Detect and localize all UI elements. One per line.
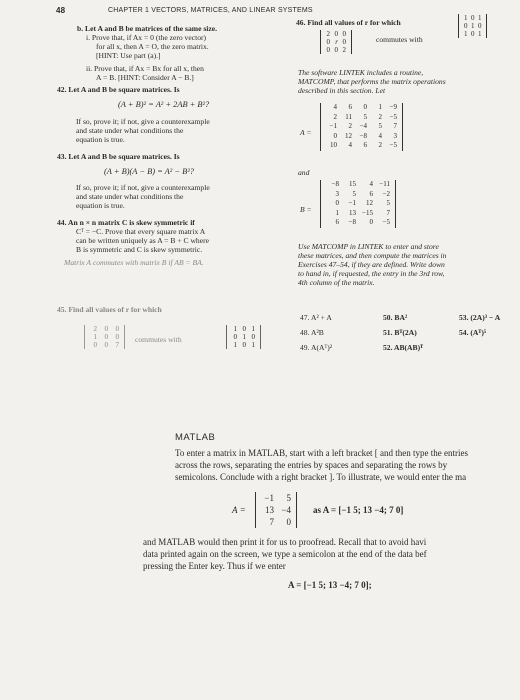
matrix-cell: 4	[369, 180, 373, 188]
matrix-cell: 2	[348, 122, 352, 131]
matrix-cell: −4	[281, 505, 291, 515]
matrix-cell: r	[335, 38, 338, 46]
matrix-cell: 13	[265, 505, 274, 515]
ex42-line1: 42. Let A and B be square matrices. Is	[57, 85, 180, 94]
matrix-cell: 0	[471, 14, 475, 22]
matlab-command: A = [−1 5; 13 −4; 7 0];	[288, 580, 372, 590]
matrix-cell: 1	[471, 22, 475, 30]
matrix-cell: −2	[382, 189, 390, 198]
matrix-cell: 1	[251, 341, 255, 349]
matrix-cell: 0	[342, 30, 346, 38]
ex41b-i3: [HINT: Use part (a).]	[96, 51, 161, 60]
matrix-cell: 4	[378, 131, 382, 140]
matrix-cell: 0	[334, 46, 338, 54]
matlab-p4: and MATLAB would then print it for us to proofread. Recall that to avoid havi	[143, 537, 427, 547]
commute-definition: Matrix A commutes with matrix B if AB = BA.	[64, 258, 204, 267]
exercise-49: 49. A(Aᵀ)²	[300, 343, 333, 352]
matrix-cell: 0	[335, 199, 339, 208]
ex42-equation: (A + B)² = A² + 2AB + B²?	[118, 100, 210, 109]
matrix-cell: 0	[93, 341, 97, 349]
ex43-equation: (A + B)(A − B) = A² − B²?	[104, 167, 194, 176]
linte-line2: MATCOMP, that performs the matrix operations	[298, 77, 446, 86]
matrix-cell: 0	[334, 30, 338, 38]
ex41b-line1: b. Let A and B be matrices of the same size.	[77, 24, 218, 33]
ex44-line2: Cᵀ = −C. Prove that every square matrix A	[76, 227, 206, 236]
matrix-cell: −1	[264, 493, 274, 503]
ex45-commutes: commutes with	[135, 335, 182, 344]
matrix-cell: 2	[326, 30, 330, 38]
ex41b-i2: for all x, then A = O, the zero matrix.	[96, 42, 209, 51]
matrix-cell: 1	[335, 208, 339, 217]
use-line5: 4th column of the matrix.	[298, 278, 375, 287]
and-text: and	[298, 168, 310, 177]
matrix-cell: −8	[359, 131, 367, 140]
matrix-cell: 7	[115, 341, 119, 349]
use-line4: to hand in, if requested, the entry in the 3rd row,	[298, 269, 445, 278]
matrix-cell: 1	[233, 341, 237, 349]
ex45-matrix-1	[84, 325, 125, 349]
ex41b-ii1: ii. Prove that, if Ax = Bx for all x, then	[86, 64, 204, 73]
linte-line3: described in this section. Let	[298, 86, 386, 95]
matrix-cell: −8	[348, 218, 356, 227]
matrix-cell: 0	[286, 517, 291, 527]
matrix-cell: 6	[335, 218, 339, 227]
matrix-cell: 1	[478, 30, 482, 38]
ex44-line4: B is symmetric and C is skew symmetric.	[76, 245, 203, 254]
matrix-cell: 7	[386, 208, 390, 217]
exercise-47: 47. A² + A	[300, 313, 332, 322]
matrix-cell: 0	[115, 333, 119, 341]
exercise-51: 51. Bᵀ(2A)	[383, 328, 417, 337]
matrix-cell: 1	[478, 14, 482, 22]
matrix-cell: 3	[393, 131, 397, 140]
matrix-cell: 0	[363, 103, 367, 111]
linte-line1: The software LINTEK includes a routine,	[298, 68, 424, 77]
matrix-cell: 5	[363, 112, 367, 121]
matrix-cell: −11	[379, 180, 390, 188]
ex43-line4: equation is true.	[76, 201, 125, 210]
matrix-cell: 0	[342, 38, 346, 46]
ex41b-ii2: A = B. [HINT: Consider A − B.]	[96, 73, 194, 82]
matrix-cell: 4	[348, 141, 352, 150]
matrix-cell: −5	[389, 112, 397, 121]
matrix-cell: −8	[331, 180, 339, 188]
matrix-cell: 5	[352, 189, 356, 198]
matrix-cell: 6	[369, 189, 373, 198]
matrix-cell: 0	[104, 333, 108, 341]
matrix-cell: 0	[104, 325, 108, 333]
matrix-cell: 2	[93, 325, 97, 333]
matrix-cell: −1	[348, 199, 356, 208]
matrix-cell: 0	[233, 333, 237, 341]
ex44-line1: 44. An n × n matrix C is skew symmetric if	[57, 218, 195, 227]
matlab-p1: To enter a matrix in MATLAB, start with a left bracket [ and then type the entries	[175, 448, 469, 458]
matrix-cell: 6	[348, 103, 352, 111]
matrix-cell: 0	[478, 22, 482, 30]
ex44-line3: can be written uniquely as A = B + C where	[76, 236, 209, 245]
ex43-line2: If so, prove it; if not, give a counterexample	[76, 183, 210, 192]
ex43-line1: 43. Let A and B be square matrices. Is	[57, 152, 180, 161]
matrix-cell: 1	[464, 14, 468, 22]
matrix-cell: 0	[251, 333, 255, 341]
matrix-cell: 1	[93, 333, 97, 341]
matrix-cell: 1	[378, 103, 382, 111]
matrix-cell: −1	[329, 122, 337, 131]
matlab-heading: MATLAB	[175, 432, 216, 443]
ex42-line3: and state under what conditions the	[76, 126, 184, 135]
exercise-54: 54. (Aᵀ)⁵	[459, 328, 487, 337]
ex42-line2: If so, prove it; if not, give a counterexample	[76, 117, 210, 126]
matrix-cell: −4	[359, 122, 367, 131]
exercise-48: 48. A²B	[300, 328, 324, 337]
matlab-matrix-label: A =	[232, 505, 246, 515]
matrix-cell: 1	[242, 333, 246, 341]
matrix-cell: 13	[349, 208, 356, 217]
ex43-line3: and state under what conditions the	[76, 192, 184, 201]
ex45-matrix-2	[226, 325, 261, 349]
matrix-cell: 12	[366, 199, 373, 208]
exercise-50: 50. BA²	[383, 313, 408, 322]
page-number: 48	[56, 6, 66, 15]
matlab-p2: across the rows, separating the entries by spaces and separating the rows by	[175, 460, 448, 470]
matrix-b-label: B =	[300, 205, 312, 214]
matrix-cell: 11	[345, 112, 352, 121]
matrix-a-label: A =	[300, 128, 312, 137]
matrix-cell: 1	[233, 325, 237, 333]
matrix-cell: 1	[464, 30, 468, 38]
matrix-cell: 10	[330, 141, 337, 150]
matlab-p3: semicolons. Conclude with a right bracket ]. To illustrate, we would enter the ma	[175, 472, 467, 482]
matlab-as-text: as A = [−1 5; 13 −4; 7 0]	[313, 505, 404, 515]
matlab-p6: pressing the Enter key. Thus if we enter	[143, 561, 286, 571]
matrix-cell: 5	[286, 493, 291, 503]
matrix-cell: 0	[369, 218, 373, 227]
matrix-cell: 4	[333, 103, 337, 111]
ex46-line1: 46. Find all values of r for which	[296, 18, 401, 27]
matrix-cell: 15	[349, 180, 356, 188]
matrix-cell: 7	[393, 122, 397, 131]
matrix-cell: 2	[378, 141, 382, 150]
ex46-commutes: commutes with	[376, 35, 423, 44]
ex46-matrix-2	[458, 14, 487, 38]
use-line1: Use MATCOMP in LINTEK to enter and store	[298, 242, 439, 251]
use-line2: these matrices, and then compute the matrices in	[298, 251, 447, 260]
matrix-cell: 0	[326, 46, 330, 54]
matrix-cell: 0	[242, 325, 246, 333]
ex41b-i1: i. Prove that, if Ax = 0 (the zero vector)	[86, 33, 207, 42]
ex45-line1: 45. Find all values of r for which	[57, 305, 162, 314]
matrix-cell: 5	[378, 122, 382, 131]
ex46-matrix-1	[320, 30, 352, 54]
matrix-cell: 3	[335, 189, 339, 198]
matrix-cell: 6	[363, 141, 367, 150]
use-line3: Exercises 47–54, if they are defined. Write down	[298, 260, 445, 269]
matrix-cell: −5	[389, 141, 397, 150]
running-title: CHAPTER 1 VECTORS, MATRICES, AND LINEAR SYSTEMS	[108, 7, 313, 14]
matrix-cell: 7	[269, 517, 274, 527]
matrix-cell: 0	[104, 341, 108, 349]
matlab-matrix	[255, 492, 297, 528]
matrix-cell: 0	[471, 30, 475, 38]
exercise-52: 52. AB(AB)ᵀ	[383, 343, 424, 352]
exercise-53: 53. (2A)³ − A	[459, 313, 501, 322]
matrix-cell: 0	[464, 22, 468, 30]
matrix-cell: 2	[378, 112, 382, 121]
matrix-cell: 0	[333, 131, 337, 140]
ex42-line4: equation is true.	[76, 135, 125, 144]
matrix-cell: −15	[362, 208, 373, 217]
matrix-cell: 0	[326, 38, 330, 46]
matrix-cell: 1	[251, 325, 255, 333]
matrix-b	[320, 180, 396, 228]
matrix-cell: 12	[345, 131, 352, 140]
matrix-cell: 0	[115, 325, 119, 333]
matrix-cell: −5	[382, 218, 390, 227]
matrix-cell: 5	[386, 199, 390, 208]
matrix-cell: 0	[242, 341, 246, 349]
matrix-cell: 2	[342, 46, 346, 54]
matlab-p5: data printed again on the screen, we type a semicolon at the end of the data bef	[143, 549, 427, 559]
matrix-a	[320, 103, 403, 151]
matrix-cell: −9	[389, 103, 397, 111]
matrix-cell: 2	[333, 112, 337, 121]
